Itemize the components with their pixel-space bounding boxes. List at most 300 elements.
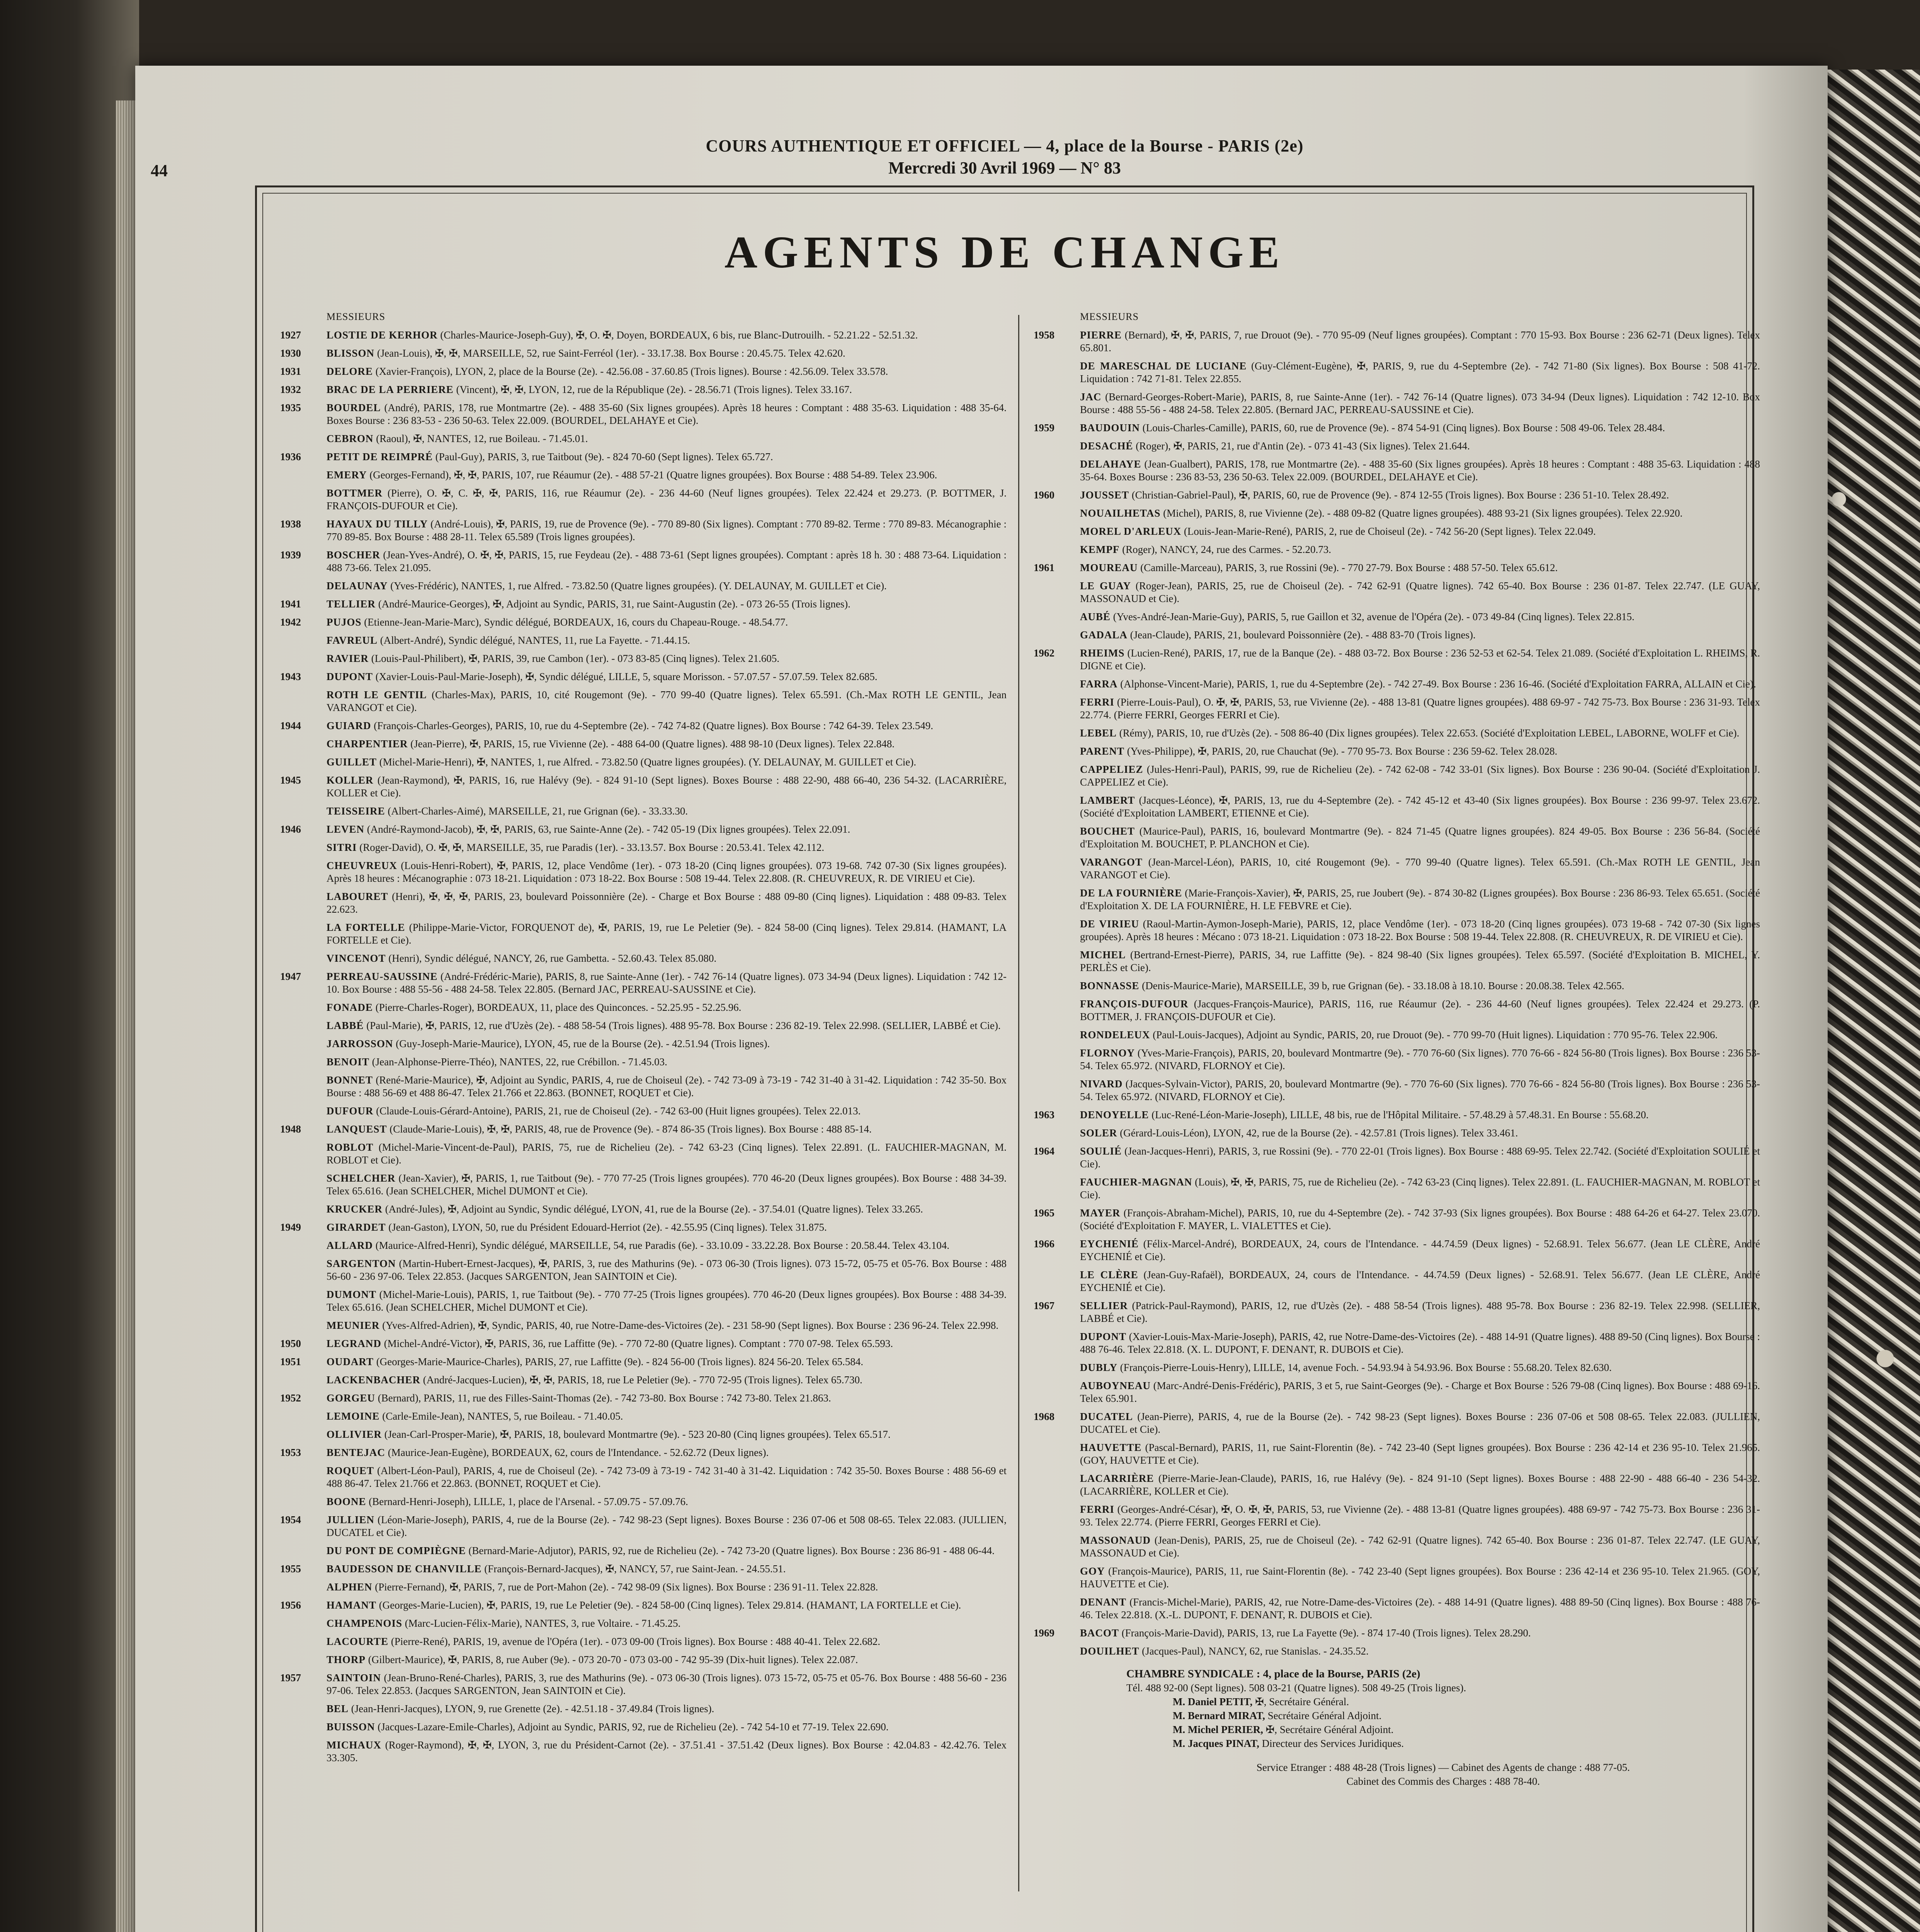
entry-year: 1956	[280, 1599, 301, 1611]
entry-details: (Pierre), O. ✠, C. ✠, ✠, PARIS, 116, rue Réaumur (2e). - 236 44-60 (Neuf lignes groupées). Telex 22.424 et 29.273. (P. BOTTMER, J. FRANÇOIS-DUFOUR et Cie).	[327, 487, 1007, 512]
agent-entry	[1034, 458, 1760, 483]
agent-entry	[1034, 329, 1760, 354]
agent-entry	[1034, 949, 1760, 974]
entry-details: (Carle-Emile-Jean), NANTES, 5, rue Boileau. - 71.40.05.	[379, 1410, 623, 1422]
entry-details: (André-Frédéric-Marie), PARIS, 8, rue Sainte-Anne (1er). - 742 76-14 (Quatre lignes). 073 34-94 (Deux lignes). Liquidation : 742 12-10. Box Bourse : 488 55-56 - 488 24-58. Telex 22.805. (Bernard JAC, PERREAU-SAUSSINE et Cie).	[327, 971, 1007, 995]
entry-details: (Jules-Henri-Paul), PARIS, 99, rue de Richelieu (2e). - 742 62-08 - 742 33-01 (Six lignes). Box Bourse : 236 90-04. (Société d'Exploitation J. CAPPELIEZ et Cie).	[1080, 764, 1760, 788]
entry-year: 1958	[1034, 329, 1054, 341]
entry-name: ROBLOT	[327, 1141, 374, 1153]
entry-details: (Pierre-René), PARIS, 19, avenue de l'Opéra (1er). - 073 09-00 (Trois lignes). Box Bourse : 488 40-41. Telex 22.682.	[388, 1636, 881, 1647]
agent-entry	[280, 401, 1007, 427]
agent-entry	[280, 1392, 1007, 1405]
agent-entry	[1034, 1299, 1760, 1325]
agent-entry	[1034, 360, 1760, 385]
entry-details: (Lucien-René), PARIS, 17, rue de la Banque (2e). - 488 03-72. Box Bourse : 236 52-53 et 62-54. Telex 21.089. (Société d'Exploitation L. RHEIMS, R. DIGNE et Cie).	[1080, 647, 1760, 672]
entry-details: (André-Raymond-Jacob), ✠, ✠, PARIS, 63, rue Sainte-Anne (2e). - 742 05-19 (Dix lignes groupées). Telex 22.091.	[364, 823, 850, 835]
entry-details: (Roger-David), O. ✠, ✠, MARSEILLE, 35, rue Paradis (1er). - 33.13.57. Box Bourse : 20.53.41. Telex 42.112.	[357, 842, 825, 853]
entry-details: (René-Marie-Maurice), ✠, Adjoint au Syndic, PARIS, 4, rue de Choiseul (2e). - 742 73-09 à 73-19 - 742 31-40 à 31-42. Liquidation : 742 35-50. Box Bourse : 488 56-69 et 488 86-47. Telex 21.766 et 22.863. (BONNET, ROQUET et Cie).	[327, 1074, 1007, 1099]
entry-details: (Félix-Marcel-André), BORDEAUX, 24, cours de l'Intendance. - 44.74.59 (Deux lignes) - 52.68.91. Telex 56.677. (Jean LE CLÈRE, André EYCHENIÉ et Cie).	[1080, 1238, 1760, 1262]
agent-entry	[280, 329, 1007, 342]
page-title: AGENTS DE CHANGE	[724, 227, 1285, 277]
entry-details: (Xavier-Louis-Paul-Marie-Joseph), ✠, Syndic délégué, LILLE, 5, square Morisson. - 57.07.57 - 57.07.59. Telex 82.685.	[373, 671, 878, 682]
entry-name: AUBÉ	[1080, 611, 1111, 622]
entry-list	[280, 329, 1007, 1764]
entry-name: GUIARD	[327, 720, 371, 731]
entry-details: (Louis-Charles-Camille), PARIS, 60, rue de Provence (9e). - 874 54-91 (Cinq lignes). Box Bourse : 508 49-06. Telex 28.484.	[1140, 422, 1665, 434]
chambre-syndicale-block	[1126, 1667, 1760, 1788]
entry-name: LEVEN	[327, 823, 365, 835]
entry-year: 1968	[1034, 1411, 1054, 1422]
entry-details: (Jean-Gualbert), PARIS, 178, rue Montmartre (2e). - 488 35-60 (Six lignes groupées). Après 18 heures : Comptant : 488 35-63. Liquidation : 488 35-64. Boxes Bourse : 236 83-53, 236 50-63. Telex 22.009. (BOURDEL, DELAHAYE et Cie).	[1080, 458, 1760, 483]
entry-details: (François-Charles-Georges), PARIS, 10, rue du 4-Septembre (2e). - 742 74-82 (Quatre lignes). Box Bourse : 742 64-39. Telex 23.549.	[371, 720, 934, 731]
agent-entry	[280, 1581, 1007, 1594]
entry-name: DUMONT	[327, 1289, 376, 1300]
entry-name: DUCATEL	[1080, 1411, 1133, 1422]
agent-entry	[1034, 887, 1760, 912]
entry-details: (Jean-Yves-André), O. ✠, ✠, PARIS, 15, rue Feydeau (2e). - 488 73-61 (Sept lignes groupées). Comptant : après 18 h. 30 : 488 73-64. Liquidation : 488 73-66. Telex 21.095.	[327, 549, 1007, 573]
agent-entry	[280, 598, 1007, 611]
entry-name: BEL	[327, 1703, 349, 1714]
entry-details: (Bernard-Marie-Adjutor), PARIS, 92, rue de Richelieu (2e). - 742 73-20 (Quatre lignes). Box Bourse : 236 86-91 - 488 06-44.	[466, 1545, 995, 1556]
entry-year: 1963	[1034, 1109, 1054, 1121]
entry-year: 1927	[280, 329, 301, 341]
entry-name: SITRI	[327, 842, 357, 853]
entry-name: BOONE	[327, 1496, 366, 1507]
agent-entry	[280, 805, 1007, 818]
chambre-person	[1126, 1723, 1760, 1736]
entry-name: DE VIRIEU	[1080, 918, 1139, 930]
entry-details: (Maurice-Alfred-Henri), Syndic délégué, MARSEILLE, 54, rue Paradis (6e). - 33.10.09 - 33.22.28. Box Bourse : 20.58.44. Telex 43.104.	[373, 1240, 950, 1251]
agent-entry	[280, 1635, 1007, 1648]
entry-details: (Jean-Jacques-Henri), PARIS, 3, rue Rossini (9e). - 770 22-01 (Trois lignes). Box Bourse : 488 69-95. Telex 22.742. (Société d'Exploitation SOULIÉ et Cie).	[1080, 1145, 1760, 1170]
entry-details: (Bernard-Georges-Robert-Marie), PARIS, 8, rue Sainte-Anne (1er). - 742 76-14 (Quatre lignes). 073 34-94 (Deux lignes). Liquidation : 742 12-10. Box Bourse : 488 55-56 - 488 24-58. Telex 22.805. (Bernard JAC, PERREAU-SAUSSINE et Cie).	[1080, 391, 1760, 415]
entry-details: (Pierre-Louis-Paul), O. ✠, ✠, PARIS, 53, rue Vivienne (2e). - 488 13-81 (Quatre lignes groupées). 488 69-97 - 742 75-73. Box Bourse : 236 31-93. Telex 22.774. (Pierre FERRI, Georges FERRI et Cie).	[1080, 696, 1760, 721]
entry-name: KEMPF	[1080, 544, 1120, 555]
agent-entry	[280, 738, 1007, 750]
entry-name: LANQUEST	[327, 1123, 387, 1135]
entry-details: (Rémy), PARIS, 10, rue d'Uzès (2e). - 508 86-40 (Dix lignes groupées). Telex 22.653. (Société d'Exploitation LEBEL, LABORNE, WOLFF et Cie).	[1117, 727, 1740, 739]
entry-name: BENTEJAC	[327, 1447, 386, 1458]
agent-entry	[1034, 696, 1760, 721]
agent-entry	[1034, 391, 1760, 416]
entry-details: (Christian-Gabriel-Paul), ✠, PARIS, 60, rue de Provence (9e). - 874 12-55 (Trois lignes). Box Bourse : 236 51-10. Telex 28.492.	[1129, 489, 1669, 501]
agent-entry	[280, 365, 1007, 378]
entry-year: 1962	[1034, 647, 1054, 659]
header-publication: COURS AUTHENTIQUE ET OFFICIEL — 4, place de la Bourse - PARIS (2e)	[706, 136, 1304, 155]
entry-details: (Jean-Henri-Jacques), LYON, 9, rue Grenette (2e). - 42.51.18 - 37.49.84 (Trois lignes).	[349, 1703, 714, 1714]
entry-details: (Georges-André-César), ✠, O. ✠, ✠, PARIS, 53, rue Vivienne (2e). - 488 13-81 (Quatre lignes groupées). 488 69-97 - 742 75-73. Box Bourse : 236 31-93. Telex 22.774. (Pierre FERRI, Georges FERRI et Cie).	[1080, 1503, 1760, 1528]
entry-name: AUBOYNEAU	[1080, 1380, 1151, 1391]
entry-details: (Claude-Louis-Gérard-Antoine), PARIS, 21, rue de Choiseul (2e). - 742 63-00 (Huit lignes groupées). Telex 22.013.	[373, 1105, 861, 1117]
entry-name: HAUVETTE	[1080, 1442, 1142, 1453]
agent-entry	[280, 774, 1007, 799]
agent-entry	[280, 1019, 1007, 1032]
agent-entry	[1034, 1410, 1760, 1436]
entry-name: CHEUVREUX	[327, 860, 398, 871]
entry-name: DELAUNAY	[327, 580, 388, 592]
entry-name: PARENT	[1080, 745, 1125, 757]
entry-details: (Michel-Marie-Vincent-de-Paul), PARIS, 75, rue de Richelieu (2e). - 742 63-23 (Cinq lignes). Telex 22.891. (L. FAUCHIER-MAGNAN, M. ROBLOT et Cie).	[327, 1141, 1007, 1166]
agent-entry	[1034, 543, 1760, 556]
agent-entry	[280, 719, 1007, 732]
entry-name: FRANÇOIS-DUFOUR	[1080, 998, 1189, 1010]
entry-details: (Raoul), ✠, NANTES, 12, rue Boileau. - 71.45.01.	[373, 433, 588, 444]
entry-name: SCHELCHER	[327, 1172, 396, 1184]
agent-entry	[1034, 422, 1760, 434]
entry-details: (Albert-André), Syndic délégué, NANTES, 11, rue La Fayette. - 71.44.15.	[378, 634, 690, 646]
entry-details: (Henri), ✠, ✠, ✠, PARIS, 23, boulevard Poissonnière (2e). - Charge et Box Bourse : 488 09-80 (Cinq lignes). Liquidation : 488 09-83. Telex 22.623.	[327, 891, 1007, 915]
agent-entry	[280, 549, 1007, 574]
agent-entry	[1034, 1330, 1760, 1356]
entry-details: (Bertrand-Ernest-Pierre), PARIS, 34, rue Laffitte (9e). - 824 98-40 (Six lignes groupées). Telex 65.597. (Société d'Exploitation B. MICHEL, Y. PERLÈS et Cie).	[1080, 949, 1760, 973]
agent-entry	[280, 383, 1007, 396]
agent-entry	[1034, 745, 1760, 758]
entry-name: GIRARDET	[327, 1221, 386, 1233]
entry-name: EYCHENIÉ	[1080, 1238, 1139, 1250]
agent-entry	[1034, 561, 1760, 574]
entry-details: (Jean-Xavier), ✠, PARIS, 1, rue Taitbout (9e). - 770 77-25 (Trois lignes groupées). 770 46-20 (Deux lignes groupées). Box Bourse : 488 34-39. Telex 65.616. (Jean SCHELCHER, Michel DUMONT et Cie).	[327, 1172, 1007, 1197]
entry-name: KOLLER	[327, 774, 374, 786]
entry-details: (Jacques-Paul), NANCY, 62, rue Stanislas. - 24.35.52.	[1139, 1645, 1369, 1657]
agent-entry	[280, 469, 1007, 481]
entry-details: (Jean-Carl-Prosper-Marie), ✠, PARIS, 18, boulevard Montmartre (9e). - 523 20-80 (Cinq lignes groupées). Telex 65.517.	[382, 1429, 891, 1440]
entry-year: 1945	[280, 774, 301, 786]
agent-entry	[280, 1672, 1007, 1697]
entry-name: RHEIMS	[1080, 647, 1125, 659]
entry-name: LEGRAND	[327, 1338, 382, 1349]
entry-name: OUDART	[327, 1356, 374, 1367]
entry-details: (Guy-Joseph-Marie-Maurice), LYON, 45, rue de la Bourse (2e). - 42.51.94 (Trois lignes).	[393, 1038, 770, 1049]
entry-year: 1955	[280, 1563, 301, 1575]
agent-entry	[280, 1288, 1007, 1314]
entry-name: LABOURET	[327, 891, 388, 902]
entry-name: LACKENBACHER	[327, 1374, 421, 1386]
entry-details: (Denis-Maurice-Marie), MARSEILLE, 39 b, rue Grignan (6e). - 33.18.08 à 18.10. Bourse : 20.08.38. Telex 42.565.	[1139, 980, 1624, 992]
entry-details: (Roger), ✠, PARIS, 21, rue d'Antin (2e). - 073 41-43 (Six lignes). Telex 21.644.	[1133, 440, 1470, 452]
agent-entry	[280, 1721, 1007, 1733]
entry-details: (Michel-André-Victor), ✠, PARIS, 36, rue Laffitte (9e). - 770 72-80 (Quatre lignes). Comptant : 770 07-98. Telex 65.593.	[381, 1338, 893, 1349]
entry-details: (Albert-Léon-Paul), PARIS, 4, rue de Choiseul (2e). - 742 73-09 à 73-19 - 742 31-40 à 31-42. Liquidation : 742 35-50. Boxes Bourse : 488 56-69 et 488 86-47. Telex 21.766 et 22.863. (BONNET, ROQUET et Cie).	[327, 1465, 1007, 1489]
entry-name: LEBEL	[1080, 727, 1117, 739]
agent-entry	[280, 1319, 1007, 1332]
entry-details: (Henri), Syndic délégué, NANCY, 26, rue Gambetta. - 52.60.43. Telex 85.080.	[386, 952, 717, 964]
agent-entry	[1034, 1379, 1760, 1405]
entry-year: 1954	[280, 1514, 301, 1526]
entry-details: (Gérard-Louis-Léon), LYON, 42, rue de la Bourse (2e). - 42.57.81 (Trois lignes). Telex 33.461.	[1117, 1127, 1518, 1139]
agent-entry	[280, 1203, 1007, 1216]
entry-name: BLISSON	[327, 347, 375, 359]
entry-year: 1931	[280, 366, 301, 377]
agent-entry	[1034, 998, 1760, 1023]
entry-name: ROTH LE GENTIL	[327, 689, 427, 701]
entry-details: (Yves-Marie-François), PARIS, 20, boulevard Montmartre (9e). - 770 76-60 (Six lignes). 770 76-66 - 824 56-80 (Trois lignes). Box Bourse : 236 53-54. Telex 65.972. (NIVARD, FLORNOY et Cie).	[1080, 1047, 1760, 1071]
entry-name: BOURDEL	[327, 402, 381, 413]
entry-name: DENOYELLE	[1080, 1109, 1149, 1121]
entry-name: MICHEL	[1080, 949, 1126, 961]
entry-details: (Jean-Pierre), PARIS, 4, rue de la Bourse (2e). - 742 98-23 (Sept lignes). Boxes Bourse : 236 07-06 et 508 08-65. Telex 22.083. (JULLIEN, DUCATEL et Cie).	[1080, 1411, 1760, 1435]
entry-details: (Louis-Jean-Marie-René), PARIS, 2, rue de Choiseul (2e). - 742 56-20 (Sept lignes). Telex 22.049.	[1181, 526, 1596, 537]
agent-entry	[280, 1355, 1007, 1368]
entry-details: (Pascal-Bernard), PARIS, 11, rue Saint-Florentin (8e). - 742 23-40 (Sept lignes groupées). Box Bourse : 236 42-14 et 236 95-10. Telex 21.965. (GOY, HAUVETTE et Cie).	[1080, 1442, 1760, 1466]
agent-entry	[280, 1653, 1007, 1666]
entry-name: LABBÉ	[327, 1020, 364, 1031]
agent-entry	[1034, 1472, 1760, 1498]
entry-details: (Marc-Lucien-Félix-Marie), NANTES, 3, rue Voltaire. - 71.45.25.	[402, 1617, 681, 1629]
entry-details: (Camille-Marceau), PARIS, 3, rue Rossini (9e). - 770 27-79. Box Bourse : 488 57-50. Telex 65.612.	[1138, 562, 1558, 573]
entry-name: BONNET	[327, 1074, 373, 1086]
entry-name: JAC	[1080, 391, 1102, 403]
entry-year: 1950	[280, 1338, 301, 1349]
chambre-title: CHAMBRE SYNDICALE : 4, place de la Bourse, PARIS (2e)	[1126, 1668, 1420, 1680]
agent-entry	[1034, 1269, 1760, 1294]
agent-entry	[280, 432, 1007, 445]
entry-name: SOLER	[1080, 1127, 1117, 1139]
entry-name: LA FORTELLE	[327, 922, 405, 933]
agent-entry	[1034, 1627, 1760, 1639]
entry-name: JOUSSET	[1080, 489, 1129, 501]
agent-entry	[1034, 1596, 1760, 1621]
entry-year: 1942	[280, 616, 301, 628]
agent-entry	[1034, 763, 1760, 789]
agent-entry	[1034, 856, 1760, 881]
agent-entry	[280, 1074, 1007, 1099]
agent-entry	[1034, 825, 1760, 850]
entry-year: 1966	[1034, 1238, 1054, 1250]
entry-details: (Charles-Maurice-Joseph-Guy), ✠, O. ✠, Doyen, BORDEAUX, 6 bis, rue Blanc-Dutrouilh. - 52.21.22 - 52.51.32.	[437, 329, 918, 341]
entry-name: LE GUAY	[1080, 580, 1131, 592]
entry-details: (François-Pierre-Louis-Henry), LILLE, 14, avenue Foch. - 54.93.94 à 54.93.96. Box Bourse : 55.68.20. Telex 82.630.	[1117, 1362, 1612, 1373]
entry-details: (André-Louis), ✠, PARIS, 19, rue de Provence (9e). - 770 89-80 (Six lignes). Comptant : 770 89-82. Terme : 770 89-83. Mécanographie : 770 89-85. Box Bourse : 488 28-11. Telex 65.589 (Trois lignes groupées).	[327, 518, 1007, 543]
entry-details: (Yves-Alfred-Adrien), ✠, Syndic, PARIS, 40, rue Notre-Dame-des-Victoires (2e). - 231 58-90 (Sept lignes). Box Bourse : 236 96-24. Telex 22.998.	[379, 1320, 999, 1331]
person-role: Directeur des Services Juridiques.	[1259, 1738, 1404, 1749]
entry-name: LACARRIÈRE	[1080, 1473, 1154, 1484]
entry-year: 1964	[1034, 1145, 1054, 1157]
entry-year: 1947	[280, 971, 301, 982]
entry-details: (Marc-André-Denis-Frédéric), PARIS, 3 et 5, rue Saint-Georges (9e). - Charge et Box Bourse : 526 79-08 (Cinq lignes). Box Bourse : 488 69-16. Telex 65.901.	[1080, 1380, 1760, 1404]
entry-year: 1965	[1034, 1207, 1054, 1219]
entry-name: LAMBERT	[1080, 794, 1135, 806]
entry-details: (Paul-Marie), ✠, PARIS, 12, rue d'Uzès (2e). - 488 58-54 (Trois lignes). 488 95-78. Box Bourse : 236 82-19. Telex 22.998. (SELLIER, LABBÉ et Cie).	[364, 1020, 1001, 1031]
entry-name: VINCENOT	[327, 952, 386, 964]
left-column	[280, 311, 1007, 1770]
entry-name: CAPPELIEZ	[1080, 764, 1143, 775]
entry-details: (Georges-Marie-Maurice-Charles), PARIS, 27, rue Laffitte (9e). - 824 56-00 (Trois lignes). 824 56-20. Telex 65.584.	[374, 1356, 864, 1367]
entry-details: (Paul-Guy), PARIS, 3, rue Taitbout (9e). - 824 70-60 (Sept lignes). Telex 65.727.	[433, 451, 773, 463]
entry-name: DUBLY	[1080, 1362, 1118, 1373]
agent-entry	[280, 670, 1007, 683]
entry-name: LACOURTE	[327, 1636, 389, 1647]
entry-name: VARANGOT	[1080, 856, 1143, 868]
entry-year: 1961	[1034, 562, 1054, 573]
entry-name: BENOIT	[327, 1056, 370, 1068]
entry-details: (Patrick-Paul-Raymond), PARIS, 12, rue d'Uzès (2e). - 488 58-54 (Trois lignes). 488 95-78. Box Bourse : 236 82-19. Telex 22.998. (SELLIER, LABBÉ et Cie).	[1080, 1300, 1760, 1324]
agent-entry	[280, 1514, 1007, 1539]
entry-name: CHARPENTIER	[327, 738, 408, 750]
agent-entry	[280, 1257, 1007, 1283]
entry-year: 1930	[280, 347, 301, 359]
entry-details: (Jacques-Lazare-Emile-Charles), Adjoint au Syndic, PARIS, 92, rue de Richelieu (2e). - 742 54-10 et 77-19. Telex 22.690.	[375, 1721, 889, 1733]
entry-name: FERRI	[1080, 1503, 1115, 1515]
agent-entry	[1034, 611, 1760, 623]
entry-details: (Claude-Marie-Louis), ✠, ✠, PARIS, 48, rue de Provence (9e). - 874 86-35 (Trois lignes). Box Bourse : 488 85-14.	[387, 1123, 872, 1135]
agent-entry	[1034, 678, 1760, 690]
entry-details: (Francis-Michel-Marie), PARIS, 42, rue Notre-Dame-des-Victoires (2e). - 488 14-91 (Quatre lignes). 488 89-50 (Cinq lignes). Box Bourse : 488 76-46. Telex 22.818. (X.-L. DUPONT, F. DENANT, R. DUBOIS et Cie).	[1080, 1596, 1760, 1621]
entry-name: HAYAUX DU TILLY	[327, 518, 428, 530]
entry-details: (Bernard), PARIS, 11, rue des Filles-Saint-Thomas (2e). - 742 73-80. Box Bourse : 742 73-80. Telex 21.863.	[375, 1392, 831, 1404]
agent-entry	[280, 1599, 1007, 1612]
entry-name: OLLIVIER	[327, 1429, 382, 1440]
entry-details: (François-Bernard-Jacques), ✠, NANCY, 57, rue Saint-Jean. - 24.55.51.	[481, 1563, 786, 1575]
agent-entry	[1034, 1029, 1760, 1041]
entry-name: DU PONT DE COMPIÈGNE	[327, 1545, 466, 1556]
header-date-issue: Mercredi 30 Avril 1969 — N° 83	[888, 158, 1121, 177]
entry-name: ALLARD	[327, 1240, 373, 1251]
entry-year: 1969	[1034, 1627, 1054, 1639]
right-column	[1034, 311, 1760, 1788]
entry-details: (Xavier-Louis-Max-Marie-Joseph), PARIS, 42, rue Notre-Dame-des-Victoires (2e). - 488 14-91 (Quatre lignes). 488 89-50 (Cinq lignes). Box Bourse : 488 76-46. Telex 22.818. (X. L. DUPONT, F. DENANT, R. DUBOIS et Cie).	[1080, 1331, 1760, 1355]
agent-entry	[1034, 1127, 1760, 1139]
agent-entry	[280, 921, 1007, 947]
entry-details: (André-Maurice-Georges), ✠, Adjoint au Syndic, PARIS, 31, rue Saint-Augustin (2e). - 073 26-55 (Trois lignes).	[376, 598, 851, 610]
entry-name: PETIT DE REIMPRÉ	[327, 451, 433, 463]
agent-entry	[280, 1446, 1007, 1459]
entry-year: 1960	[1034, 489, 1054, 501]
agent-entry	[1034, 1145, 1760, 1170]
entry-name: DENANT	[1080, 1596, 1127, 1608]
entry-details: (Vincent), ✠, ✠, LYON, 12, rue de la République (2e). - 28.56.71 (Trois lignes). Telex 33.167.	[453, 384, 852, 395]
agent-entry	[280, 1428, 1007, 1441]
entry-details: (André), PARIS, 178, rue Montmartre (2e). - 488 35-60 (Six lignes groupées). Après 18 heures : Comptant : 488 35-63. Liquidation : 488 35-64. Boxes Bourse : 236 83-53 - 236 50-63. Telex 22.009. (BOURDEL, DELAHAYE et Cie).	[327, 402, 1007, 426]
entry-name: LEMOINE	[327, 1410, 380, 1422]
entry-name: BOSCHER	[327, 549, 381, 561]
agent-entry	[280, 1739, 1007, 1764]
entry-details: (Jean-Pierre), ✠, PARIS, 15, rue Vivienne (2e). - 488 64-00 (Quatre lignes). 488 98-10 (Deux lignes). Telex 22.848.	[408, 738, 895, 750]
entry-name: ALPHEN	[327, 1581, 372, 1593]
entry-name: ROQUET	[327, 1465, 374, 1476]
entry-details: (Gilbert-Maurice), ✠, PARIS, 8, rue Auber (9e). - 073 20-70 - 073 03-00 - 742 95-39 (Dix-huit lignes). Telex 22.087.	[366, 1654, 858, 1665]
agent-entry	[1034, 647, 1760, 672]
agent-entry	[1034, 1441, 1760, 1467]
entry-name: PERREAU-SAUSSINE	[327, 971, 438, 982]
agent-entry	[1034, 1078, 1760, 1103]
entry-details: (Roger-Jean), PARIS, 25, rue de Choiseul (2e). - 742 62-91 (Quatre lignes). 742 65-40. Box Bourse : 236 01-87. Telex 22.747. (LE GUAY, MASSONAUD et Cie).	[1080, 580, 1760, 604]
agent-entry	[280, 841, 1007, 854]
person-role: Secrétaire Général Adjoint.	[1265, 1710, 1382, 1721]
entry-details: (Roger-Raymond), ✠, ✠, LYON, 3, rue du Président-Carnot (2e). - 37.51.41 - 37.51.42 (Deux lignes). Box Bourse : 42.04.83 - 42.42.76. Telex 33.305.	[327, 1739, 1007, 1764]
entry-name: BONNASSE	[1080, 980, 1139, 992]
agent-entry	[280, 1239, 1007, 1252]
entry-details: (Martin-Hubert-Ernest-Jacques), ✠, PARIS, 3, rue des Mathurins (9e). - 073 06-30 (Trois lignes). 073 15-72, 05-75 et 05-76. Box Bourse : 488 56-60 - 236 97-06. Telex 22.853. (Jacques SARGENTON, Jean SAINTOIN et Cie).	[327, 1258, 1007, 1282]
agent-entry	[1034, 440, 1760, 452]
agent-entry	[1034, 525, 1760, 538]
entry-name: TELLIER	[327, 598, 376, 610]
entry-details: (Léon-Marie-Joseph), PARIS, 4, rue de la Bourse (2e). - 742 98-23 (Sept lignes). Boxes Bourse : 236 07-06 et 508 08-65. Telex 22.083. (JULLIEN, DUCATEL et Cie).	[327, 1514, 1007, 1538]
entry-details: (Paul-Louis-Jacques), Adjoint au Syndic, PARIS, 20, rue Drouot (9e). - 770 99-70 (Huit lignes). Liquidation : 770 95-76. Telex 22.906.	[1150, 1029, 1718, 1041]
entry-details: (Roger), NANCY, 24, rue des Carmes. - 52.20.73.	[1119, 544, 1332, 555]
entry-name: PIERRE	[1080, 329, 1122, 341]
entry-details: (Guy-Clément-Eugène), ✠, PARIS, 9, rue du 4-Septembre (2e). - 742 71-80 (Six lignes). Box Bourse : 508 41-72. Liquidation : 742 71-81. Telex 22.855.	[1080, 360, 1760, 384]
entry-name: DOUILHET	[1080, 1645, 1139, 1657]
entry-details: (Pierre-Marie-Jean-Claude), PARIS, 16, rue Halévy (9e). - 824 91-10 (Sept lignes). Boxes Bourse : 488 22-90 - 488 66-40 - 236 54-32. (LACARRIÈRE, KOLLER et Cie).	[1080, 1473, 1760, 1497]
entry-details: (Michel), PARIS, 8, rue Vivienne (2e). - 488 09-82 (Quatre lignes groupées). 488 93-21 (Six lignes groupées). Telex 22.920.	[1160, 507, 1683, 519]
entry-details: (André-Jacques-Lucien), ✠, ✠, PARIS, 18, rue Le Peletier (9e). - 770 72-95 (Trois lignes). Telex 65.730.	[420, 1374, 862, 1386]
entry-details: (Jean-Gaston), LYON, 50, rue du Président Edouard-Herriot (2e). - 42.55.95 (Cinq lignes). Telex 31.875.	[386, 1221, 827, 1233]
person-role: ✠, Secrétaire Général Adjoint.	[1263, 1724, 1394, 1735]
entry-details: (Etienne-Jean-Marie-Marc), Syndic délégué, BORDEAUX, 16, cours du Chapeau-Rouge. - 48.54.77.	[361, 616, 788, 628]
entry-year: 1935	[280, 402, 301, 413]
column-heading: MESSIEURS	[1080, 311, 1139, 322]
chambre-people-list	[1126, 1695, 1760, 1750]
entry-year: 1948	[280, 1123, 301, 1135]
agent-entry	[280, 823, 1007, 836]
entry-details: (Bernard-Henri-Joseph), LILLE, 1, place de l'Arsenal. - 57.09.75 - 57.09.76.	[366, 1496, 688, 1507]
agent-entry	[280, 1123, 1007, 1136]
chambre-cabinet-line: Cabinet des Commis des Charges : 488 78-40.	[1346, 1776, 1540, 1787]
entry-name: GORGEU	[327, 1392, 376, 1404]
entry-name: GADALA	[1080, 629, 1128, 641]
entry-name: BOUCHET	[1080, 825, 1135, 837]
entry-name: FAUCHIER-MAGNAN	[1080, 1176, 1192, 1188]
person-name: M. Michel PERIER,	[1173, 1724, 1263, 1735]
entry-details: (Xavier-François), LYON, 2, place de la Bourse (2e). - 42.56.08 - 37.60.85 (Trois lignes). Bourse : 42.56.09. Telex 33.578.	[373, 366, 888, 377]
entry-details: (Yves-André-Jean-Marie-Guy), PARIS, 5, rue Gaillon et 32, avenue de l'Opéra (2e). - 073 49-84 (Cinq lignes). Telex 22.815.	[1111, 611, 1634, 622]
entry-details: (Raoul-Martin-Aymon-Joseph-Marie), PARIS, 12, place Vendôme (1er). - 073 18-20 (Cinq lignes groupées). 073 19-68 - 742 07-30 (Six lignes groupées). Après 18 heures : Mécano : 073 18-21. Liquidation : 073 18-22. Box Bourse : 508 19-44. Telex 22.808. (R. CHEUVREUX, R. DE VIRIEU et Cie).	[1080, 918, 1760, 942]
column-divider	[1018, 315, 1019, 1891]
chambre-person	[1126, 1709, 1760, 1723]
person-name: M. Daniel PETIT,	[1173, 1696, 1253, 1708]
entry-year: 1943	[280, 671, 301, 682]
entry-details: (Maurice-Paul), PARIS, 16, boulevard Montmartre (9e). - 824 71-45 (Quatre lignes groupées). 824 49-05. Box Bourse : 236 56-84. (Société d'Exploitation M. BOUCHET, P. PLANCHON et Cie).	[1080, 825, 1760, 850]
entry-name: NIVARD	[1080, 1078, 1123, 1090]
agent-entry	[280, 1056, 1007, 1068]
entry-details: (Louis), ✠, ✠, PARIS, 75, rue de Richelieu (2e). - 742 63-23 (Cinq lignes). Telex 22.891. (L. FAUCHIER-MAGNAN, M. ROBLOT et Cie).	[1080, 1176, 1760, 1201]
entry-name: MICHAUX	[327, 1739, 381, 1751]
agent-entry	[280, 487, 1007, 512]
entry-name: CEBRON	[327, 433, 374, 444]
entry-name: FERRI	[1080, 696, 1115, 708]
entry-year: 1944	[280, 720, 301, 731]
agent-entry	[280, 616, 1007, 629]
agent-entry	[1034, 1645, 1760, 1658]
agent-entry	[1034, 1534, 1760, 1560]
entry-name: DUFOUR	[327, 1105, 374, 1117]
entry-name: JARROSSON	[327, 1038, 393, 1049]
agent-entry	[280, 1172, 1007, 1197]
agent-entry	[280, 580, 1007, 592]
person-name: M. Jacques PINAT,	[1173, 1738, 1259, 1749]
entry-year: 1959	[1034, 422, 1054, 434]
entry-name: DUPONT	[327, 671, 373, 682]
agent-entry	[280, 1105, 1007, 1117]
agent-entry	[1034, 918, 1760, 943]
content-frame	[255, 185, 1760, 1932]
entry-name: TEISSEIRE	[327, 805, 385, 817]
agent-entry	[280, 859, 1007, 885]
person-name: M. Bernard MIRAT,	[1173, 1710, 1265, 1721]
agent-entry	[1034, 1207, 1760, 1232]
chambre-person	[1126, 1736, 1760, 1750]
entry-details: (Georges-Marie-Lucien), ✠, PARIS, 19, rue Le Peletier (9e). - 824 58-00 (Cinq lignes). Telex 29.814. (HAMANT, LA FORTELLE et Cie).	[376, 1599, 961, 1611]
entry-details: (Jacques-François-Maurice), PARIS, 116, rue Réaumur (2e). - 236 44-60 (Neuf lignes groupées). Telex 22.424 et 29.273. (P. BOTTMER, J. FRANÇOIS-DUFOUR et Cie).	[1080, 998, 1760, 1022]
agent-entry	[280, 952, 1007, 965]
agent-entry	[280, 1617, 1007, 1630]
entry-name: PUJOS	[327, 616, 362, 628]
entry-details: (Maurice-Jean-Eugène), BORDEAUX, 62, cours de l'Intendance. - 52.62.72 (Deux lignes).	[385, 1447, 769, 1458]
entry-details: (Louis-Paul-Philibert), ✠, PARIS, 39, rue Cambon (1er). - 073 83-85 (Cinq lignes). Telex 21.605.	[369, 653, 780, 664]
entry-name: RAVIER	[327, 653, 369, 664]
chambre-person	[1126, 1695, 1760, 1709]
agent-entry	[1034, 1565, 1760, 1590]
